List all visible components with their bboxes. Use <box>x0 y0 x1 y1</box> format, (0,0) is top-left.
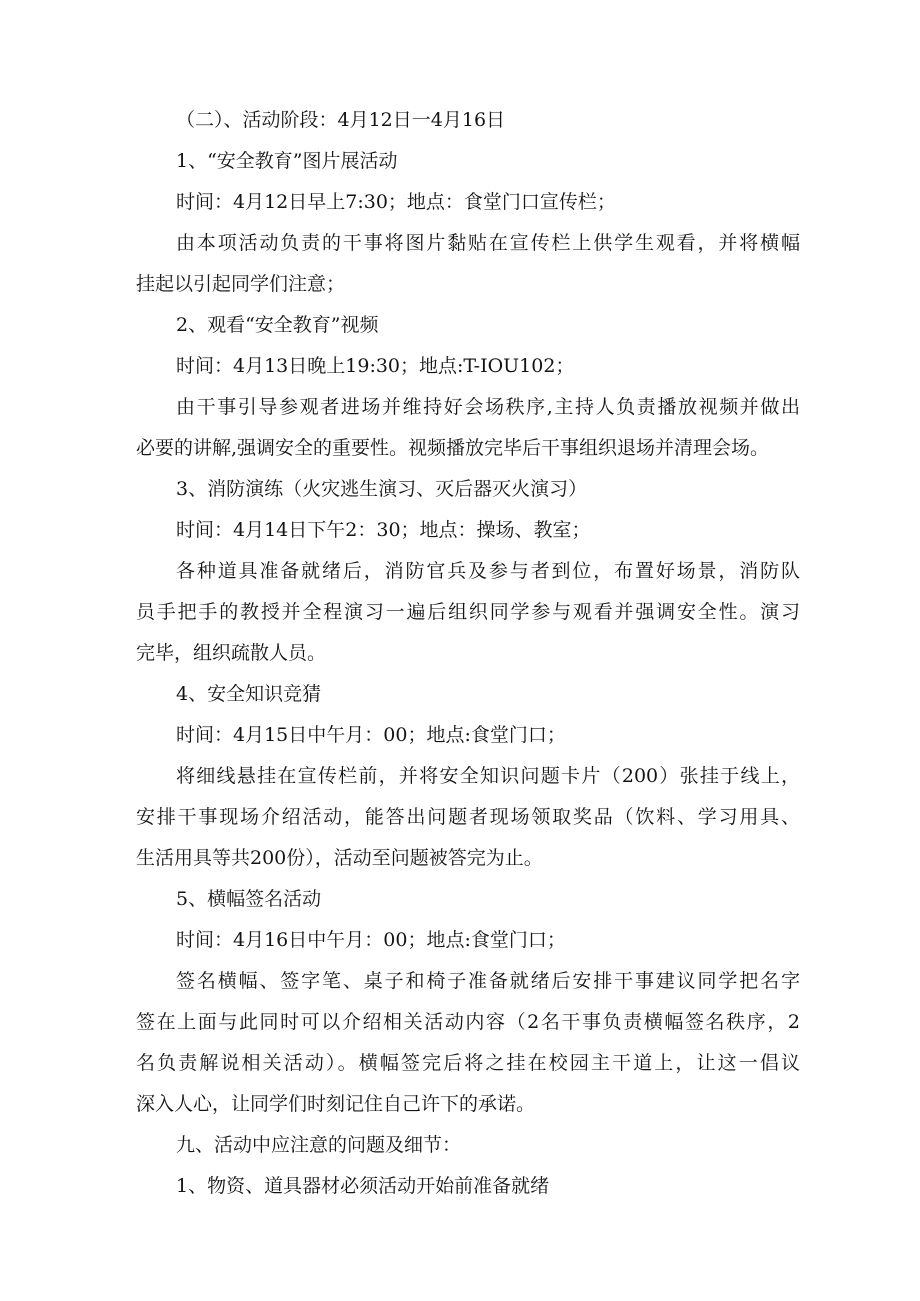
activity-desc-line: 签在上面与此同时可以介绍相关活动内容（2名干事负责横幅签名秩序，2 <box>136 1011 800 1033</box>
activity-block <box>136 469 800 674</box>
activity-desc-line: 签名横幅、签字笔、桌子和椅子准备就绪后安排干事建议同学把名字 <box>176 970 800 992</box>
activity-title: 2、观看“安全教育”视频 <box>176 314 379 336</box>
activity-time: 时间：4月16日中午月：00；地点:食堂门口； <box>176 929 566 951</box>
activity-desc-line: 生活用具等共200份），活动至问题被答完为止。 <box>136 847 543 869</box>
activity-title: 4、安全知识竞猜 <box>176 683 322 705</box>
activity-desc-line: 员手把手的教授并全程演习一遍后组织同学参与观看并强调安全性。演习 <box>136 601 800 623</box>
activity-desc-line: 必要的讲解,强调安全的重要性。视频播放完毕后干事组织退场并清理会场。 <box>136 437 770 459</box>
document-body <box>136 100 800 1207</box>
activity-block <box>136 879 800 1125</box>
activity-desc-line: 将细线悬挂在宣传栏前，并将安全知识问题卡片（200）张挂于线上， <box>176 765 800 787</box>
activity-time: 时间：4月14日下午2：30；地点：操场、教室； <box>176 519 591 541</box>
activity-desc-line: 名负责解说相关活动）。横幅签完后将之挂在校园主干道上，让这一倡议 <box>136 1052 800 1074</box>
activity-desc-line: 各种道具准备就绪后，消防官兵及参与者到位，布置好场景，消防队 <box>176 560 800 582</box>
activity-desc-line: 挂起以引起同学们注意； <box>136 273 346 295</box>
notes-item: 1、物资、道具器材必须活动开始前准备就绪 <box>176 1175 550 1197</box>
activity-desc-line: 由干事引导参观者进场并维持好会场秩序,主持人负责播放视频并做出 <box>176 396 800 418</box>
activity-title: 1、“安全教育”图片展活动 <box>176 150 398 172</box>
activity-title: 3、消防演练（火灾逃生演习、灭后器灭火演习） <box>176 478 588 500</box>
activity-block <box>136 674 800 879</box>
activity-desc-line: 完毕，组织疏散人员。 <box>136 642 327 664</box>
activity-time: 时间：4月15日中午月：00；地点:食堂门口； <box>176 724 566 746</box>
notes-heading: 九、活动中应注意的问题及细节： <box>176 1134 462 1156</box>
activity-desc-line: 安排干事现场介绍活动，能答出问题者现场领取奖品（饮料、学习用具、 <box>136 806 800 828</box>
activity-block <box>136 141 800 305</box>
activity-time: 时间：4月12日早上7:30；地点：食堂门口宣传栏； <box>176 191 616 213</box>
activity-title: 5、横幅签名活动 <box>176 888 322 910</box>
activity-desc-line: 由本项活动负责的干事将图片黏贴在宣传栏上供学生观看，并将横幅 <box>176 232 800 254</box>
activity-time: 时间：4月13日晚上19:30；地点:T-IOU102； <box>176 355 575 377</box>
section-heading: （二）、活动阶段：4月12日一4月16日 <box>176 109 506 131</box>
activity-desc-line: 深入人心，让同学们时刻记住自己许下的承诺。 <box>136 1093 536 1115</box>
activity-block <box>136 305 800 469</box>
